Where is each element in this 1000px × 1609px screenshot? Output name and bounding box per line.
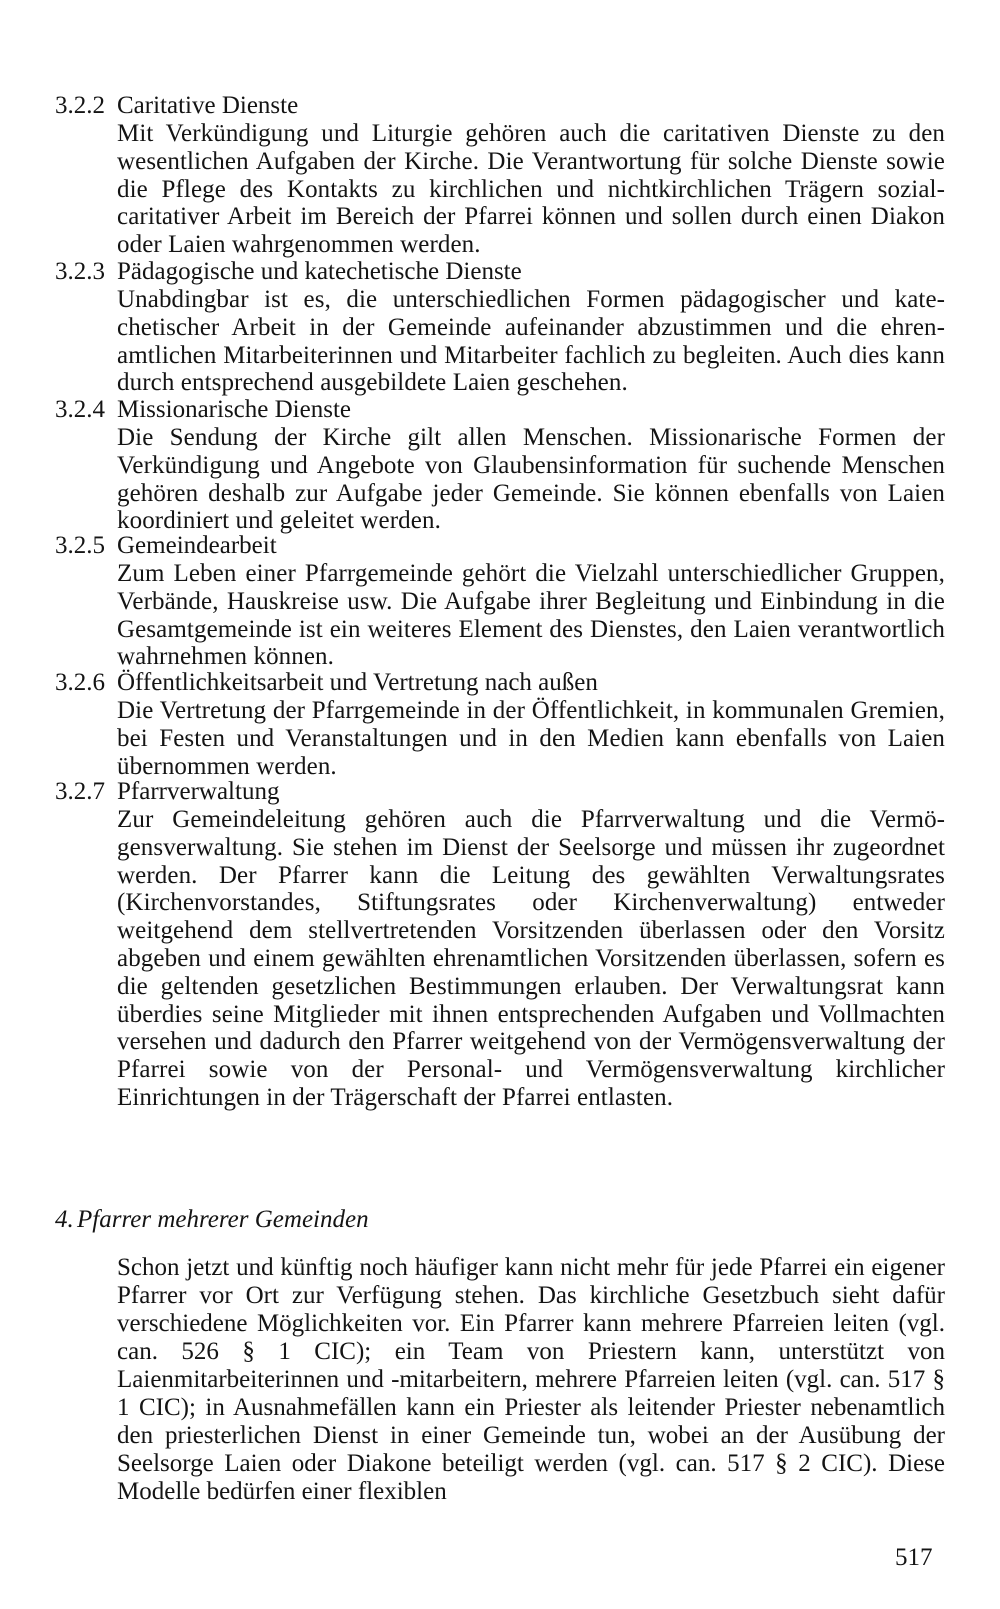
- section-heading: [55, 532, 945, 560]
- section-body: Zur Gemeindeleitung gehören auch die Pfarrverwaltung und die Vermögensverwaltung. Sie stehen im Dienst der Seelsorge und müssen ihr zugeordnet werden. Der Pfarrer kann die Leitung des gewählten Verwaltungsrates (Kirchenvorstandes, Stiftungsrates oder Kirchenverwaltung) entweder weitgehend dem stellvertretenden Vorsitzenden überlassen oder den Vorsitz abgeben und einem gewählten ehrenamtlichen Vorsitzenden überlassen, sofern es die geltenden gesetzlichen Bestimmungen erlauben. Der Verwaltungsrat kann überdies seine Mitglieder mit ihnen entsprechenden Aufgaben und Vollmachten versehen und dadurch den Pfarrer weitgehend von der Vermögensverwaltung der Pfarrei sowie von der Personal- und Vermögensverwaltung kirchlicher Einrichtungen in der Trägerschaft der Pfarrei entlasten.: [117, 806, 945, 1111]
- section-heading: [55, 396, 945, 424]
- section-heading: [55, 669, 945, 697]
- section-body: Die Sendung der Kirche gilt allen Menschen. Missionarische Formen der Verkündigung und Angebote von Glaubensinformation für suchende Menschen gehören deshalb zur Aufgabe jeder Gemeinde. Sie können ebenfalls von Laien koordiniert und geleitet werden.: [117, 424, 945, 535]
- chapter-number: 4.: [55, 1206, 74, 1233]
- section-number: 3.2.6: [55, 669, 105, 696]
- section-body: Mit Verkündigung und Liturgie gehören auch die caritativen Dienste zu den wesentlichen Aufgaben der Kirche. Die Verantwortung für solche Dienste sowie die Pflege des Kontakts zu kirchlichen und nichtkirchlichen Trägern sozial-caritativer Arbeit im Bereich der Pfarrei können und sollen durch einen Diakon oder Laien wahrgenommen werden.: [117, 120, 945, 259]
- section-3-2-2: [55, 92, 945, 259]
- page-number: 517: [895, 1544, 933, 1571]
- section-title: Gemeindearbeit: [117, 532, 277, 559]
- chapter-heading: [55, 1206, 369, 1234]
- section-heading: [55, 778, 945, 806]
- chapter-title: Pfarrer mehrerer Gemeinden: [77, 1206, 369, 1233]
- section-number: 3.2.2: [55, 92, 105, 119]
- section-3-2-7: [55, 778, 945, 1112]
- section-heading: [55, 92, 945, 120]
- section-heading: [55, 258, 945, 286]
- section-title: Caritative Dienste: [117, 92, 299, 119]
- section-title: Pfarrverwaltung: [117, 778, 280, 805]
- chapter-body: Schon jetzt und künftig noch häufiger kann nicht mehr für jede Pfarrei ein eigener Pfarrer vor Ort zur Verfügung stehen. Das kirchliche Gesetzbuch sieht dafür verschiedene Möglichkeiten vor. Ein Pfarrer kann mehrere Pfarreien leiten (vgl. can. 526 § 1 CIC); ein Team von Priestern kann, unterstützt von Laienmitarbeiterinnen und -mitarbeitern, mehrere Pfarreien leiten (vgl. can. 517 § 1 CIC); in Ausnahmefällen kann ein Priester als leitender Priester nebenamtlich den priesterlichen Dienst in einer Gemeinde tun, wobei an der Ausübung der Seelsorge Laien oder Diakone beteiligt werden (vgl. can. 517 § 2 CIC). Diese Modelle bedürfen einer flexiblen: [117, 1254, 945, 1505]
- section-title: Pädagogische und katechetische Dienste: [117, 258, 522, 285]
- section-body: Unabdingbar ist es, die unterschiedlichen Formen pädagogischer und katechetischer Arbeit in der Gemeinde aufeinander abzustimmen und die ehrenamtlichen Mitarbeiterinnen und Mitarbeiter fachlich zu begleiten. Auch dies kann durch entsprechend ausgebildete Laien geschehen.: [117, 286, 945, 397]
- section-title: Öffentlichkeitsarbeit und Vertretung nach außen: [117, 669, 598, 696]
- section-number: 3.2.7: [55, 778, 105, 805]
- section-3-2-3: [55, 258, 945, 397]
- section-number: 3.2.3: [55, 258, 105, 285]
- section-title: Missionarische Dienste: [117, 396, 351, 423]
- section-number: 3.2.5: [55, 532, 105, 559]
- section-3-2-5: [55, 532, 945, 671]
- section-number: 3.2.4: [55, 396, 105, 423]
- section-body: Zum Leben einer Pfarrgemeinde gehört die Vielzahl unterschiedlicher Gruppen, Verbände, Hauskreise usw. Die Aufgabe ihrer Begleitung und Einbindung in die Gesamtgemeinde ist ein weiteres Element des Dienstes, den Laien verantwortlich wahrnehmen können.: [117, 560, 945, 671]
- section-3-2-6: [55, 669, 945, 780]
- section-body: Die Vertretung der Pfarrgemeinde in der Öffentlichkeit, in kommunalen Gremien, bei Festen und Veranstaltungen und in den Medien kann ebenfalls von Laien übernommen werden.: [117, 697, 945, 780]
- section-3-2-4: [55, 396, 945, 535]
